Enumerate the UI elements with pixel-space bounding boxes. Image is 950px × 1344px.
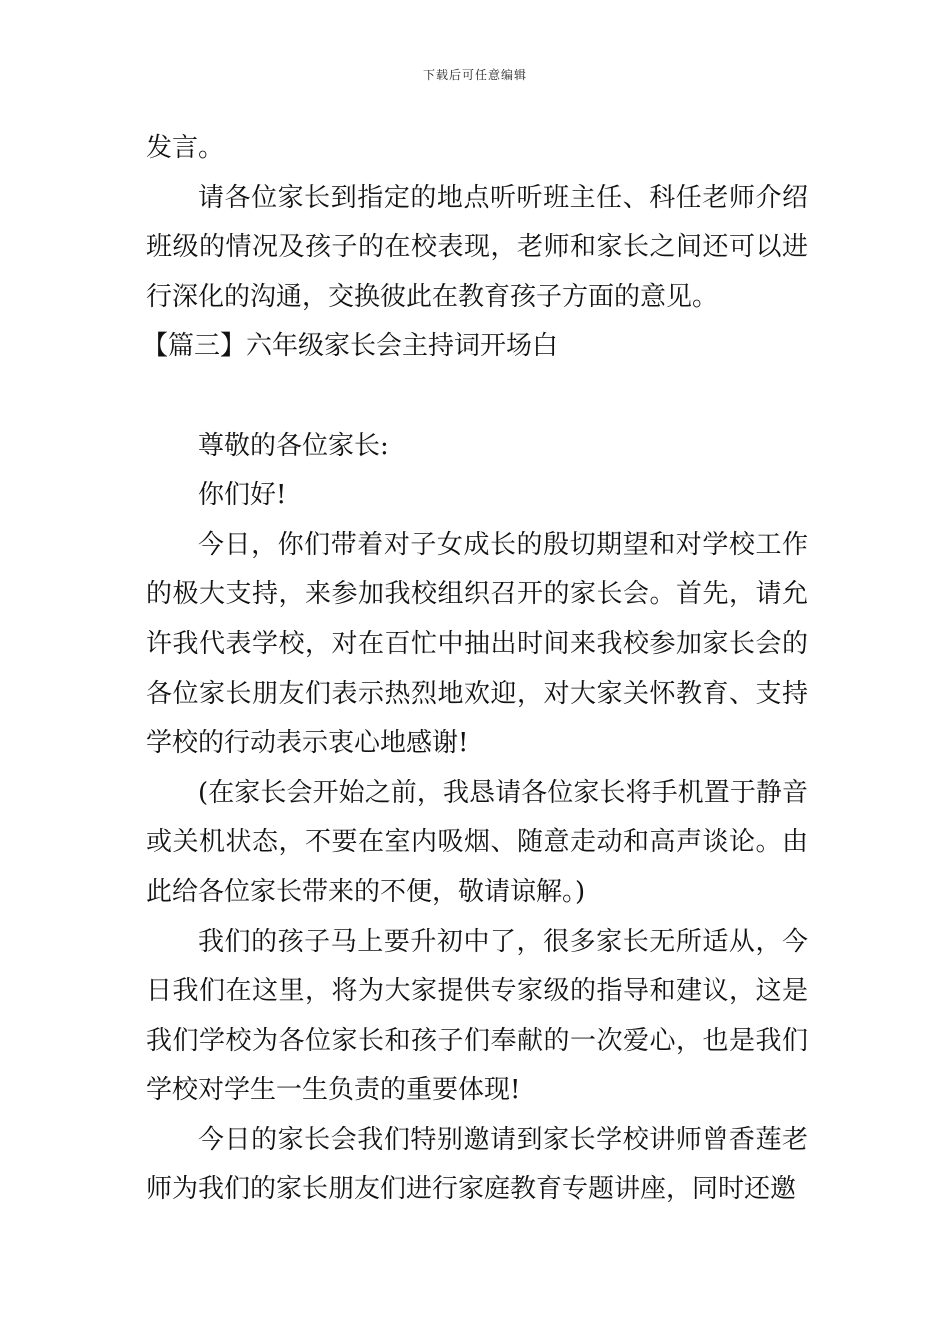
section-heading: 【篇三】六年级家长会主持词开场白 [142,331,559,362]
paragraph-welcome: 今日，你们带着对子女成长的殷切期望和对学校工作的极大支持，来参加我校组织召开的家长会。首先，请允许我代表学校，对在百忙中抽出时间来我校参加家长会的各位家长朋友们表示热烈地欢迎，对大家关怀教育、支持学校的行动表示衷心地感谢! [146,529,808,759]
greeting: 你们好! [198,480,287,511]
paragraph-notice: (在家长会开始之前，我恳请各位家长将手机置于静音或关机状态，不要在室内吸烟、随意走动和高声谈论。由此给各位家长带来的不便，敬请谅解。) [146,777,808,907]
blank-line [146,372,808,422]
salutation: 尊敬的各位家长: [198,430,389,461]
document-body [142,124,808,1215]
paragraph-guidance: 我们的孩子马上要升初中了，很多家长无所适从，今日我们在这里，将为大家提供专家级的指导和建议，这是我们学校为各位家长和孩子们奉献的一次爱心，也是我们学校对学生一生负责的重要体现! [146,926,808,1106]
page-header: 下载后可任意编辑 [422,68,527,82]
paragraph-lecture: 今日的家长会我们特别邀请到家长学校讲师曾香莲老师为我们的家长朋友们进行家庭教育专题讲座，同时还邀 [146,1124,808,1205]
paragraph-2: 请各位家长到指定的地点听听班主任、科任老师介绍班级的情况及孩子的在校表现，老师和家长之间还可以进行深化的沟通，交换彼此在教育孩子方面的意见。 [146,182,808,312]
paragraph-1: 发言。 [146,133,225,163]
